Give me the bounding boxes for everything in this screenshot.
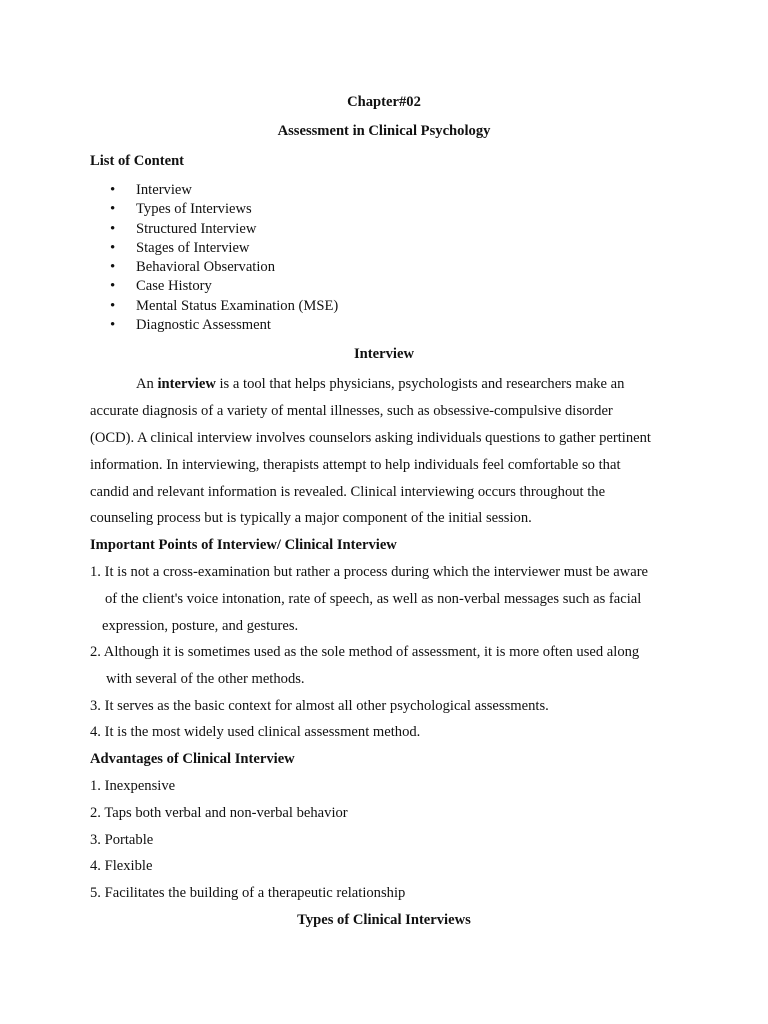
advantage-item: 2. Taps both verbal and non-verbal behavior — [90, 805, 348, 821]
bullet-icon: • — [110, 182, 116, 198]
advantages-heading: Advantages of Clinical Interview — [90, 751, 295, 767]
intro-term: interview — [157, 376, 216, 392]
intro-prefix: An — [136, 376, 158, 392]
bullet-icon: • — [110, 297, 116, 314]
toc-item-label: Mental Status Examination (MSE) — [136, 297, 339, 314]
important-points-heading: Important Points of Interview/ Clinical Interview — [90, 537, 397, 553]
toc-item — [110, 200, 338, 219]
point-line: 1. It is not a cross-examination but rather a process during which the interviewer must be aware — [90, 564, 649, 580]
advantage-item: 1. Inexpensive — [90, 778, 176, 794]
toc-item — [110, 181, 338, 200]
bullet-icon: • — [110, 278, 116, 295]
point-line: of the client's voice intonation, rate of speech, as well as non-verbal messages such as facial — [105, 591, 642, 607]
advantage-item: 4. Flexible — [90, 858, 153, 874]
toc-item-label: Interview — [136, 182, 192, 198]
toc-item — [110, 220, 338, 239]
toc-item-label: Structured Interview — [136, 220, 257, 237]
advantage-item: 5. Facilitates the building of a therapeutic relationship — [90, 885, 406, 901]
paragraph-line: information. In interviewing, therapists attempt to help individuals feel comfortable so that — [90, 457, 621, 473]
chapter-number: Chapter#02 — [347, 94, 421, 110]
toc-item-label: Behavioral Observation — [136, 259, 276, 276]
point-line: 2. Although it is sometimes used as the sole method of assessment, it is more often used along — [90, 644, 640, 660]
point-line: 3. It serves as the basic context for almost all other psychological assessments. — [90, 698, 549, 714]
paragraph-line: candid and relevant information is revealed. Clinical interviewing occurs throughout the — [90, 484, 606, 500]
toc-item — [110, 297, 338, 316]
bullet-icon: • — [110, 201, 116, 218]
toc-item — [110, 277, 338, 296]
bullet-icon: • — [110, 239, 116, 256]
paragraph-line: (OCD). A clinical interview involves counselors asking individuals questions to gather pertinent — [90, 430, 651, 446]
toc-heading: List of Content — [90, 153, 185, 169]
bullet-icon: • — [110, 220, 116, 237]
toc-item-label: Types of Interviews — [136, 201, 252, 218]
types-heading: Types of Clinical Interviews — [297, 912, 471, 928]
point-line: expression, posture, and gestures. — [102, 618, 299, 634]
toc-item-label: Stages of Interview — [136, 239, 250, 256]
bullet-icon: • — [110, 259, 116, 276]
interview-intro-line — [136, 376, 624, 393]
toc-item — [110, 258, 338, 277]
toc-item-label: Diagnostic Assessment — [136, 317, 271, 334]
point-line: 4. It is the most widely used clinical assessment method. — [90, 724, 421, 740]
paragraph-line: accurate diagnosis of a variety of mental illnesses, such as obsessive-compulsive disorder — [90, 403, 613, 419]
interview-heading: Interview — [354, 346, 414, 362]
paragraph-line: counseling process but is typically a major component of the initial session. — [90, 510, 532, 526]
intro-rest: is a tool that helps physicians, psychologists and researchers make an — [215, 376, 625, 392]
advantage-item: 3. Portable — [90, 832, 154, 848]
bullet-icon: • — [110, 317, 116, 334]
chapter-title: Assessment in Clinical Psychology — [277, 123, 491, 139]
toc-item-label: Case History — [136, 278, 212, 295]
toc-item — [110, 239, 338, 258]
toc-item — [110, 316, 338, 335]
point-line: with several of the other methods. — [106, 671, 305, 687]
toc-list — [110, 181, 338, 335]
